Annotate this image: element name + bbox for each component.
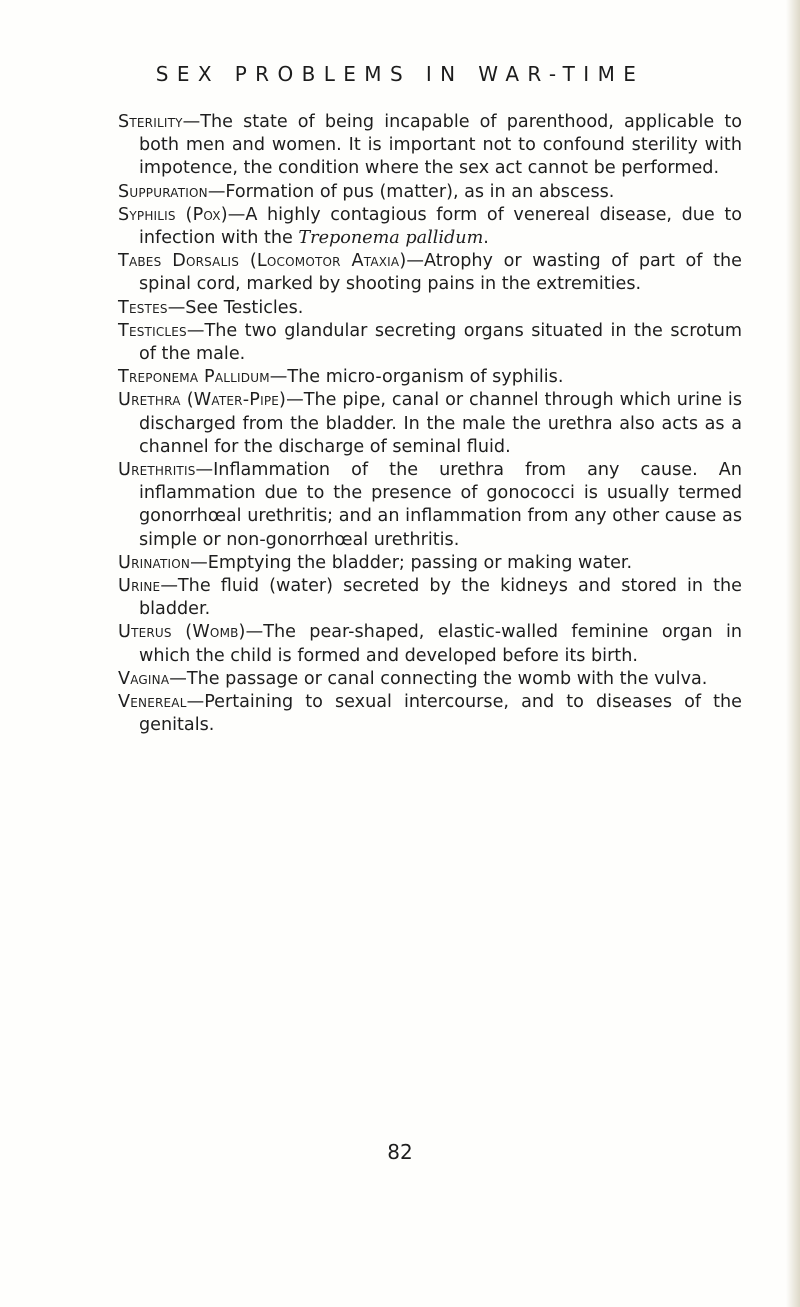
running-head: SEX PROBLEMS IN WAR-TIME: [155, 62, 645, 86]
entry-definition: —Pertaining to sexual intercourse, and to diseases of the genitals.: [139, 692, 742, 736]
page-number: 82: [387, 1140, 413, 1164]
entry-term: Urination: [118, 552, 191, 573]
glossary-entry-urine: [118, 575, 742, 621]
entry-definition: —The micro-organism of syphilis.: [269, 367, 564, 388]
entry-term: Testes: [118, 297, 168, 318]
entry-term: Testicles: [118, 320, 187, 341]
glossary-entry-tabes-dorsalis: [118, 250, 742, 296]
entry-definition-tail: .: [483, 228, 489, 249]
glossary-entry-urethra: [118, 389, 742, 459]
entry-term: Urine: [118, 576, 161, 597]
glossary-entry-treponema-pallidum: [118, 366, 742, 389]
page-edge-shadow: [786, 0, 800, 1307]
entry-definition: —The pipe, canal or channel through which urine is discharged from the bladder. In the male the urethra also acts as a channel for the discharge of seminal fluid.: [139, 390, 742, 457]
glossary-entry-testicles: [118, 320, 742, 366]
glossary-entry-uterus: [118, 621, 742, 667]
entry-term: Syphilis (Pox): [118, 204, 228, 225]
entry-term: Sterility: [118, 112, 183, 132]
entry-definition: —The pear-shaped, elastic-walled feminine organ in which the child is formed and developed before its birth.: [139, 622, 742, 666]
entry-term: Treponema Pallidum: [118, 367, 270, 388]
entry-term: Vagina: [118, 668, 170, 689]
entry-term: Uterus (Womb): [118, 622, 246, 643]
entry-definition: —A highly contagious form of venereal disease, due to infection with the: [139, 204, 742, 249]
entry-definition: —The fluid (water) secreted by the kidneys and stored in the bladder.: [139, 576, 742, 620]
entry-term: Urethritis: [118, 460, 196, 481]
entry-definition: —Atrophy or wasting of part of the spinal cord, marked by shooting pains in the extremities.: [139, 251, 742, 295]
entry-italic-term: Treponema pallidum: [298, 228, 484, 249]
glossary-entry-sterility: [118, 111, 742, 181]
glossary-entry-vagina: [118, 668, 742, 691]
entry-definition: —The two glandular secreting organs situated in the scrotum of the male.: [139, 320, 742, 365]
glossary-entry-syphilis: [118, 204, 742, 250]
entry-term: Venereal: [118, 692, 187, 713]
entry-term: Suppuration: [118, 181, 208, 202]
entry-definition: —Formation of pus (matter), as in an abscess.: [207, 181, 615, 202]
entry-term: Urethra (Water-Pipe): [118, 390, 287, 411]
entry-definition: —Inflammation of the urethra from any cause. An inflammation due to the presence of gonococci is usually termed gonorrhœal urethritis; and an inflammation from any other cause as simple or non-gonorrhœal urethritis.: [139, 460, 742, 550]
glossary-entry-suppuration: [118, 181, 742, 204]
glossary-entry-testes: [118, 297, 742, 320]
glossary-entries: [118, 111, 742, 737]
glossary-entry-urethritis: [118, 459, 742, 552]
entry-term: Tabes Dorsalis (Locomotor Ataxia): [118, 251, 407, 272]
entry-definition: —The state of being incapable of parenthood, applicable to both men and women. It is important not to confound sterility with impotence, the condition where the sex act cannot be performed.: [139, 112, 742, 179]
glossary-entry-venereal: [118, 691, 742, 737]
entry-definition: —The passage or canal connecting the womb with the vulva.: [169, 668, 708, 689]
entry-definition: —See Testicles.: [167, 297, 304, 318]
glossary-entry-urination: [118, 552, 742, 575]
entry-definition: —Emptying the bladder; passing or making water.: [190, 552, 633, 573]
